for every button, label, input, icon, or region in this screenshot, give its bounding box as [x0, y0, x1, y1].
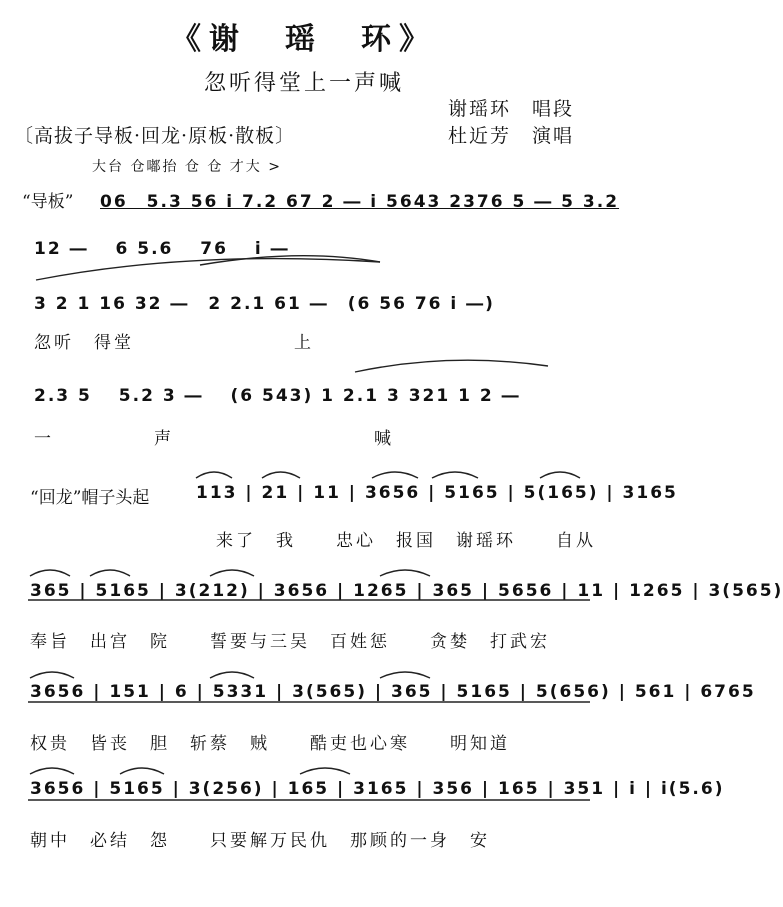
notation-line-2: 12 ― 6 5.6 76 i ―	[34, 239, 290, 259]
lyric-line-2: 一 声 喊	[34, 429, 394, 449]
credit-singer: 谢瑶环 唱段	[448, 98, 575, 120]
notation-line-6: 365 | 5165 | 3(212) | 3656 | 1265 | 365 | 5656 | 11 | 1265 | 3(565)	[30, 581, 783, 601]
lyric-line-4: 奉旨 出宫 院 誓要与三吴 百姓惩 贪婪 打武宏	[30, 632, 550, 652]
lyric-line-5: 权贵 皆丧 胆 斩蔡 贼 酷吏也心寒 明知道	[30, 734, 510, 754]
page-title: 《谢 瑶 环》	[171, 22, 437, 57]
lyric-line-6: 朝中 必结 怨 只要解万民仇 那顾的一身 安	[30, 831, 490, 851]
subtitle: 忽听得堂上一声喊	[203, 71, 404, 96]
mode-label: 〔高拔子导板·回龙·原板·散板〕	[14, 125, 296, 147]
notation-line-5: 113 | 21 | 11 | 3656 | 5165 | 5(165) | 3165	[196, 483, 678, 503]
huilong-label: “回龙”帽子头起	[30, 488, 150, 508]
notation-line-8: 3656 | 5165 | 3(256) | 165 | 3165 | 356 | 165 | 351 | i | i(5.6)	[30, 779, 725, 799]
lyric-line-1: 忽听 得堂 上	[34, 333, 314, 353]
lyric-line-3: 来了 我 忠心 报国 谢瑶环 自从	[216, 531, 596, 551]
notation-line-3: 3 2 1 16 32 ― 2 2.1 61 ― (6 56 76 i ―)	[34, 294, 495, 314]
percussion-cue: 大台 仓嘟抬 仓 仓 才大 >	[92, 159, 282, 175]
notation-line-1: 06 5.3 56 i 7.2 67 2 ― i 5643 2376 5 ― 5 3.2	[100, 192, 620, 212]
notation-line-7: 3656 | 151 | 6 | 5331 | 3(565) | 365 | 5165 | 5(656) | 561 | 6765	[30, 682, 756, 702]
credit-performer: 杜近芳 演唱	[448, 125, 575, 147]
notation-line-4: 2.3 5 5.2 3 ― (6 543) 1 2.1 3 321 1 2 ―	[34, 386, 521, 406]
daoban-label: “导板”	[22, 192, 74, 212]
